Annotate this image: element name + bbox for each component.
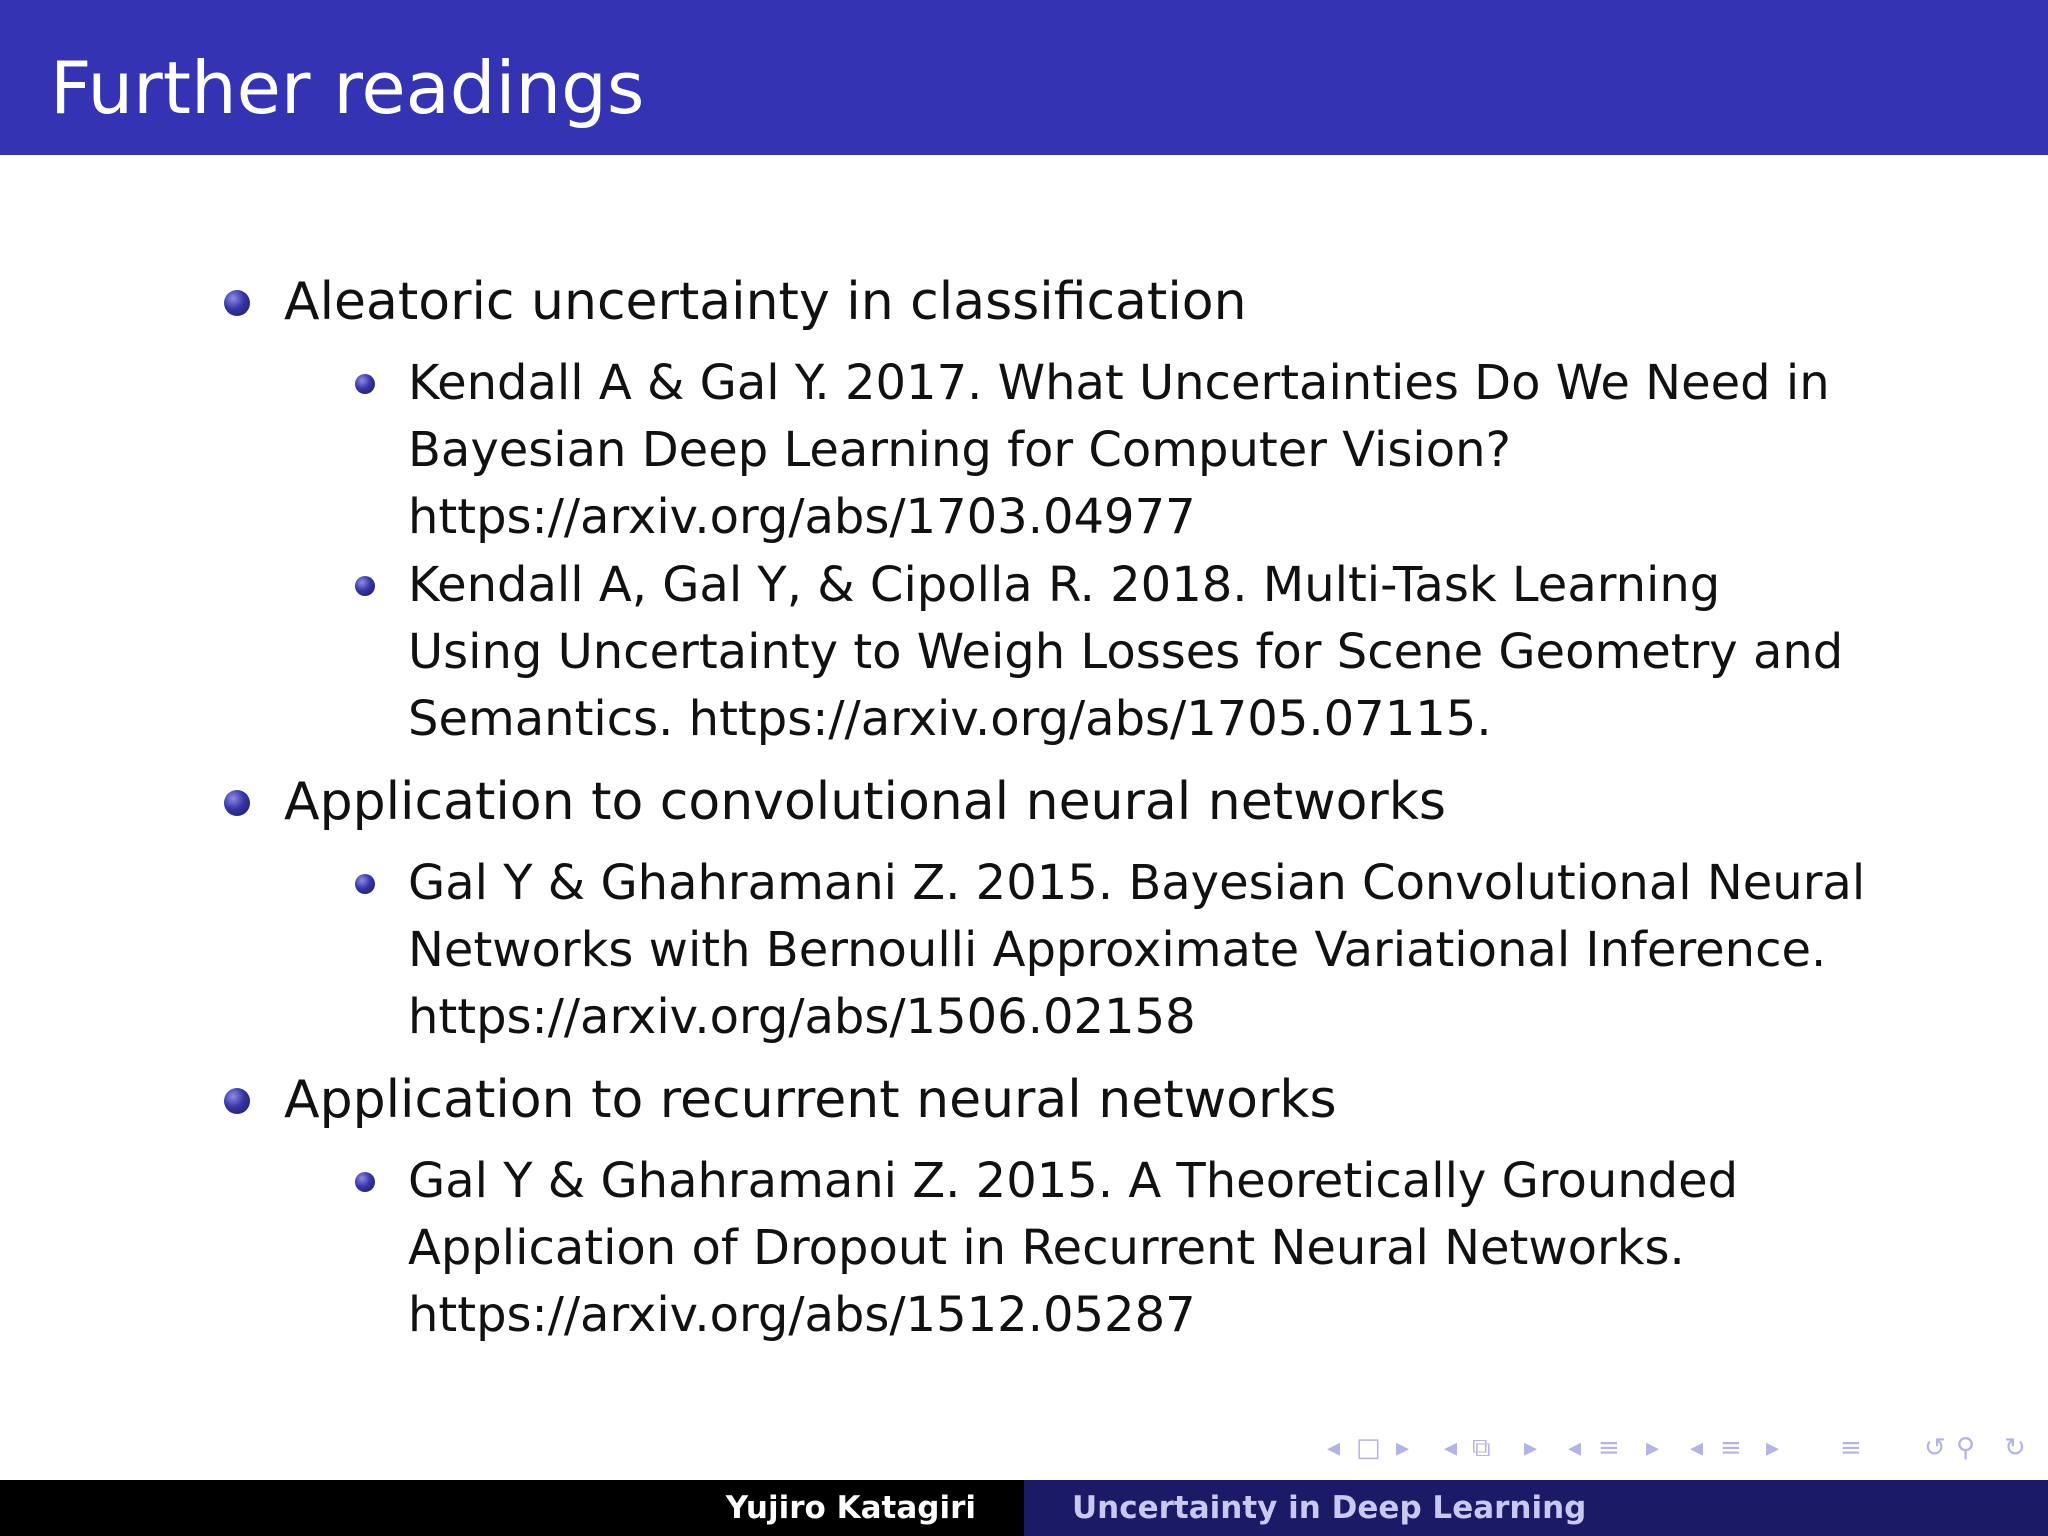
nav-prev-arrow-icon[interactable]: ◂ [1444,1433,1458,1463]
section-heading: Aleatoric uncertainty in classification [284,272,1247,332]
nav-next-arrow-icon[interactable]: ▸ [1766,1433,1780,1463]
nav-next-arrow-icon[interactable]: ▸ [1524,1433,1538,1463]
reference-link[interactable]: https://arxiv.org/abs/1512.05287 [408,1287,1196,1343]
section-bullet-icon [224,1088,250,1114]
section-heading: Application to convolutional neural networks [284,772,1447,832]
reference-line: Bayesian Deep Learning for Computer Vision? [408,422,1511,478]
nav-prev-arrow-icon[interactable]: ◂ [1690,1433,1704,1463]
reference-bullet-icon [355,576,375,596]
subsection-icon[interactable]: ≡ [1720,1433,1742,1463]
footer-author-box [0,1480,1024,1536]
search-icon[interactable]: ⚲ [1956,1433,1976,1463]
footer-author: Yujiro Katagiri [725,1490,976,1526]
reference-bullet-icon [355,1172,375,1192]
redo-icon[interactable]: ↻ [2004,1433,2026,1463]
toc-icon[interactable]: ≡ [1840,1433,1862,1463]
reference-line: Gal Y & Ghahramani Z. 2015. A Theoretically Grounded [408,1153,1739,1209]
frame-icon[interactable]: □ [1356,1433,1381,1463]
reference-line: Gal Y & Ghahramani Z. 2015. Bayesian Convolutional Neural [408,855,1866,911]
section-heading: Application to recurrent neural networks [284,1070,1337,1130]
subsection-icon[interactable]: ⧉ [1472,1433,1491,1463]
reference-bullet-icon [355,374,375,394]
reference-line: Application of Dropout in Recurrent Neural Networks. [408,1220,1685,1276]
section-bullet-icon [224,790,250,816]
nav-prev-arrow-icon[interactable]: ◂ [1327,1433,1341,1463]
undo-icon[interactable]: ↺ [1924,1433,1946,1463]
section-icon[interactable]: ≡ [1598,1433,1620,1463]
reference-link[interactable]: Semantics. https://arxiv.org/abs/1705.07115. [408,691,1492,747]
nav-next-arrow-icon[interactable]: ▸ [1396,1433,1410,1463]
slide-title: Further readings [50,46,645,130]
reference-link[interactable]: https://arxiv.org/abs/1703.04977 [408,489,1196,545]
nav-next-arrow-icon[interactable]: ▸ [1646,1433,1660,1463]
footer-talk-title: Uncertainty in Deep Learning [1072,1490,1587,1526]
slide-title-bar [0,0,2048,155]
reference-line: Kendall A & Gal Y. 2017. What Uncertainties Do We Need in [408,355,1830,411]
reference-bullet-icon [355,874,375,894]
nav-prev-arrow-icon[interactable]: ◂ [1568,1433,1582,1463]
reference-line: Kendall A, Gal Y, & Cipolla R. 2018. Multi-Task Learning [408,557,1721,613]
reference-line: Networks with Bernoulli Approximate Variational Inference. [408,922,1827,978]
section-bullet-icon [224,290,250,316]
reference-line: Using Uncertainty to Weigh Losses for Scene Geometry and [408,624,1844,680]
reference-link[interactable]: https://arxiv.org/abs/1506.02158 [408,989,1196,1045]
footer-title-box [1024,1480,2048,1536]
footer [0,1480,2048,1536]
